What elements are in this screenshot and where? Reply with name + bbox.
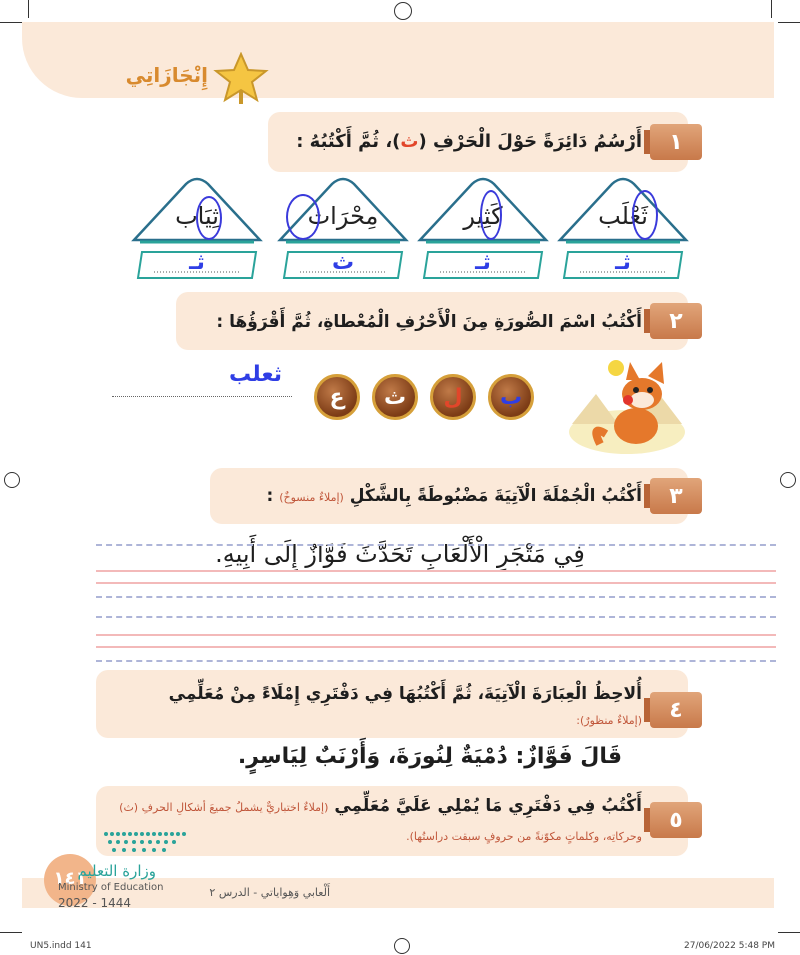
question-4-card [96,670,688,738]
question-number-4: ٤ [650,692,702,728]
registration-mark-icon [394,2,412,20]
answer-slot[interactable] [280,250,406,280]
answer-slot[interactable] [420,250,546,280]
page-number: ١٤١ [53,868,87,889]
edition-year: 2022 - 1444 [58,896,132,910]
writing-guide-line [96,646,776,648]
handwritten-answer: ثعلب [229,362,282,387]
answer-line [112,396,292,397]
registration-mark-icon [394,938,410,954]
question-number-1: ١ [650,124,702,160]
crop-mark [771,0,772,18]
page-title: إِنْجَازَاتِي [125,63,208,87]
answer-letter: ثـ [615,250,631,275]
word-label: ثَعْلَب [598,202,648,230]
ministry-name-en: Ministry of Education [58,882,164,893]
registration-mark-icon [780,472,796,488]
answer-slot[interactable] [560,250,686,280]
ministry-name-ar: وزارة التعليم [77,862,156,880]
crop-mark [778,932,800,933]
fox-picture [566,354,688,454]
star-icon [210,52,272,106]
crop-mark [0,932,22,933]
letter-coin: ل [430,374,476,420]
writing-guide-line [96,660,776,662]
question-1-instruction: أَرْسُمُ دَائِرَةً حَوْلَ الْحَرْفِ (ث)، ثُمَّ أَكْتُبُهُ : [296,131,642,152]
word-tent [554,176,692,246]
letter-coin: ث [372,374,418,420]
writing-guide-line [96,634,776,636]
answer-slot[interactable] [134,250,260,280]
question-5-note: وحركاتِه، وكلماتٍ مكوّنةً من حروفٍ سبقت دراستُها). [406,830,642,843]
sentence-to-copy: فِي مَتْجَرِ الْأَلْعَابِ تَحَدَّثَ فَوَّازٌ إِلَى أَبِيهِ. [215,540,585,568]
writing-guide-line [96,570,776,572]
writing-guide-line [96,616,776,618]
letter-coin: ع [314,374,360,420]
registration-mark-icon [4,472,20,488]
question-3-instruction: أَكْتُبُ الْجُمْلَةَ الْآتِيَةَ مَضْبُوطَةً بِالشَّكْلِ (إملاءٌ منسوخٌ) : [266,486,642,506]
hand-circle [286,194,320,240]
hand-circle [480,190,502,240]
answer-letter: ثـ [475,250,491,275]
word-label: ثِيَاب [175,202,219,230]
ministry-logo-icon [100,830,192,854]
print-date: 27/06/2022 5:48 PM [684,941,775,951]
question-4-instruction: أُلاحِظُ الْعِبَارَةَ الْآتِيَةَ، ثُمَّ أَكْتُبُهَا فِي دَفْتَرِي إِمْلَاءً مِنْ مُعَلِّمِي [168,684,642,704]
writing-guide-line [96,596,776,598]
unit-label: أَلْعابي وَهِواياتي - الدرس ٢ [209,886,330,899]
crop-mark [778,22,800,23]
writing-guide-line [96,582,776,584]
hand-circle [196,196,222,240]
hand-circle [632,190,658,240]
crop-mark [28,0,29,18]
letter-coin: ب [488,374,534,420]
question-number-3: ٣ [650,478,702,514]
file-info: UN5.indd 141 [30,941,92,951]
question-5-instruction: أَكْتُبُ فِي دَفْتَرِي مَا يُمْلِي عَلَيَّ مُعَلِّمِي (إملاءٌ اختباريٌّ يشملُ جميعَ أشكالِ الحرفِ (ث) [119,796,642,816]
answer-letter: ث [331,250,355,275]
writing-guide-line [96,544,776,546]
answer-letter: ثـ [189,250,205,275]
question-number-5: ٥ [650,802,702,838]
crop-mark [0,22,22,23]
word-label: كَثِير [463,202,503,230]
question-2-instruction: أَكْتُبُ اسْمَ الصُّورَةِ مِنَ الْأَحْرُفِ الْمُعْطاةِ، ثُمَّ أَقْرَؤُهَا : [216,312,642,332]
question-4-note: (إملاءٌ منظورٌ): [576,714,642,727]
question-number-2: ٢ [650,303,702,339]
sentence-to-observe: قَالَ فَوَّازٌ: دُمْيَةٌ لِنُورَةَ، وَأَرْنَبٌ لِيَاسِرٍ. [237,744,623,769]
word-label: مِحْرَاث [307,202,379,230]
